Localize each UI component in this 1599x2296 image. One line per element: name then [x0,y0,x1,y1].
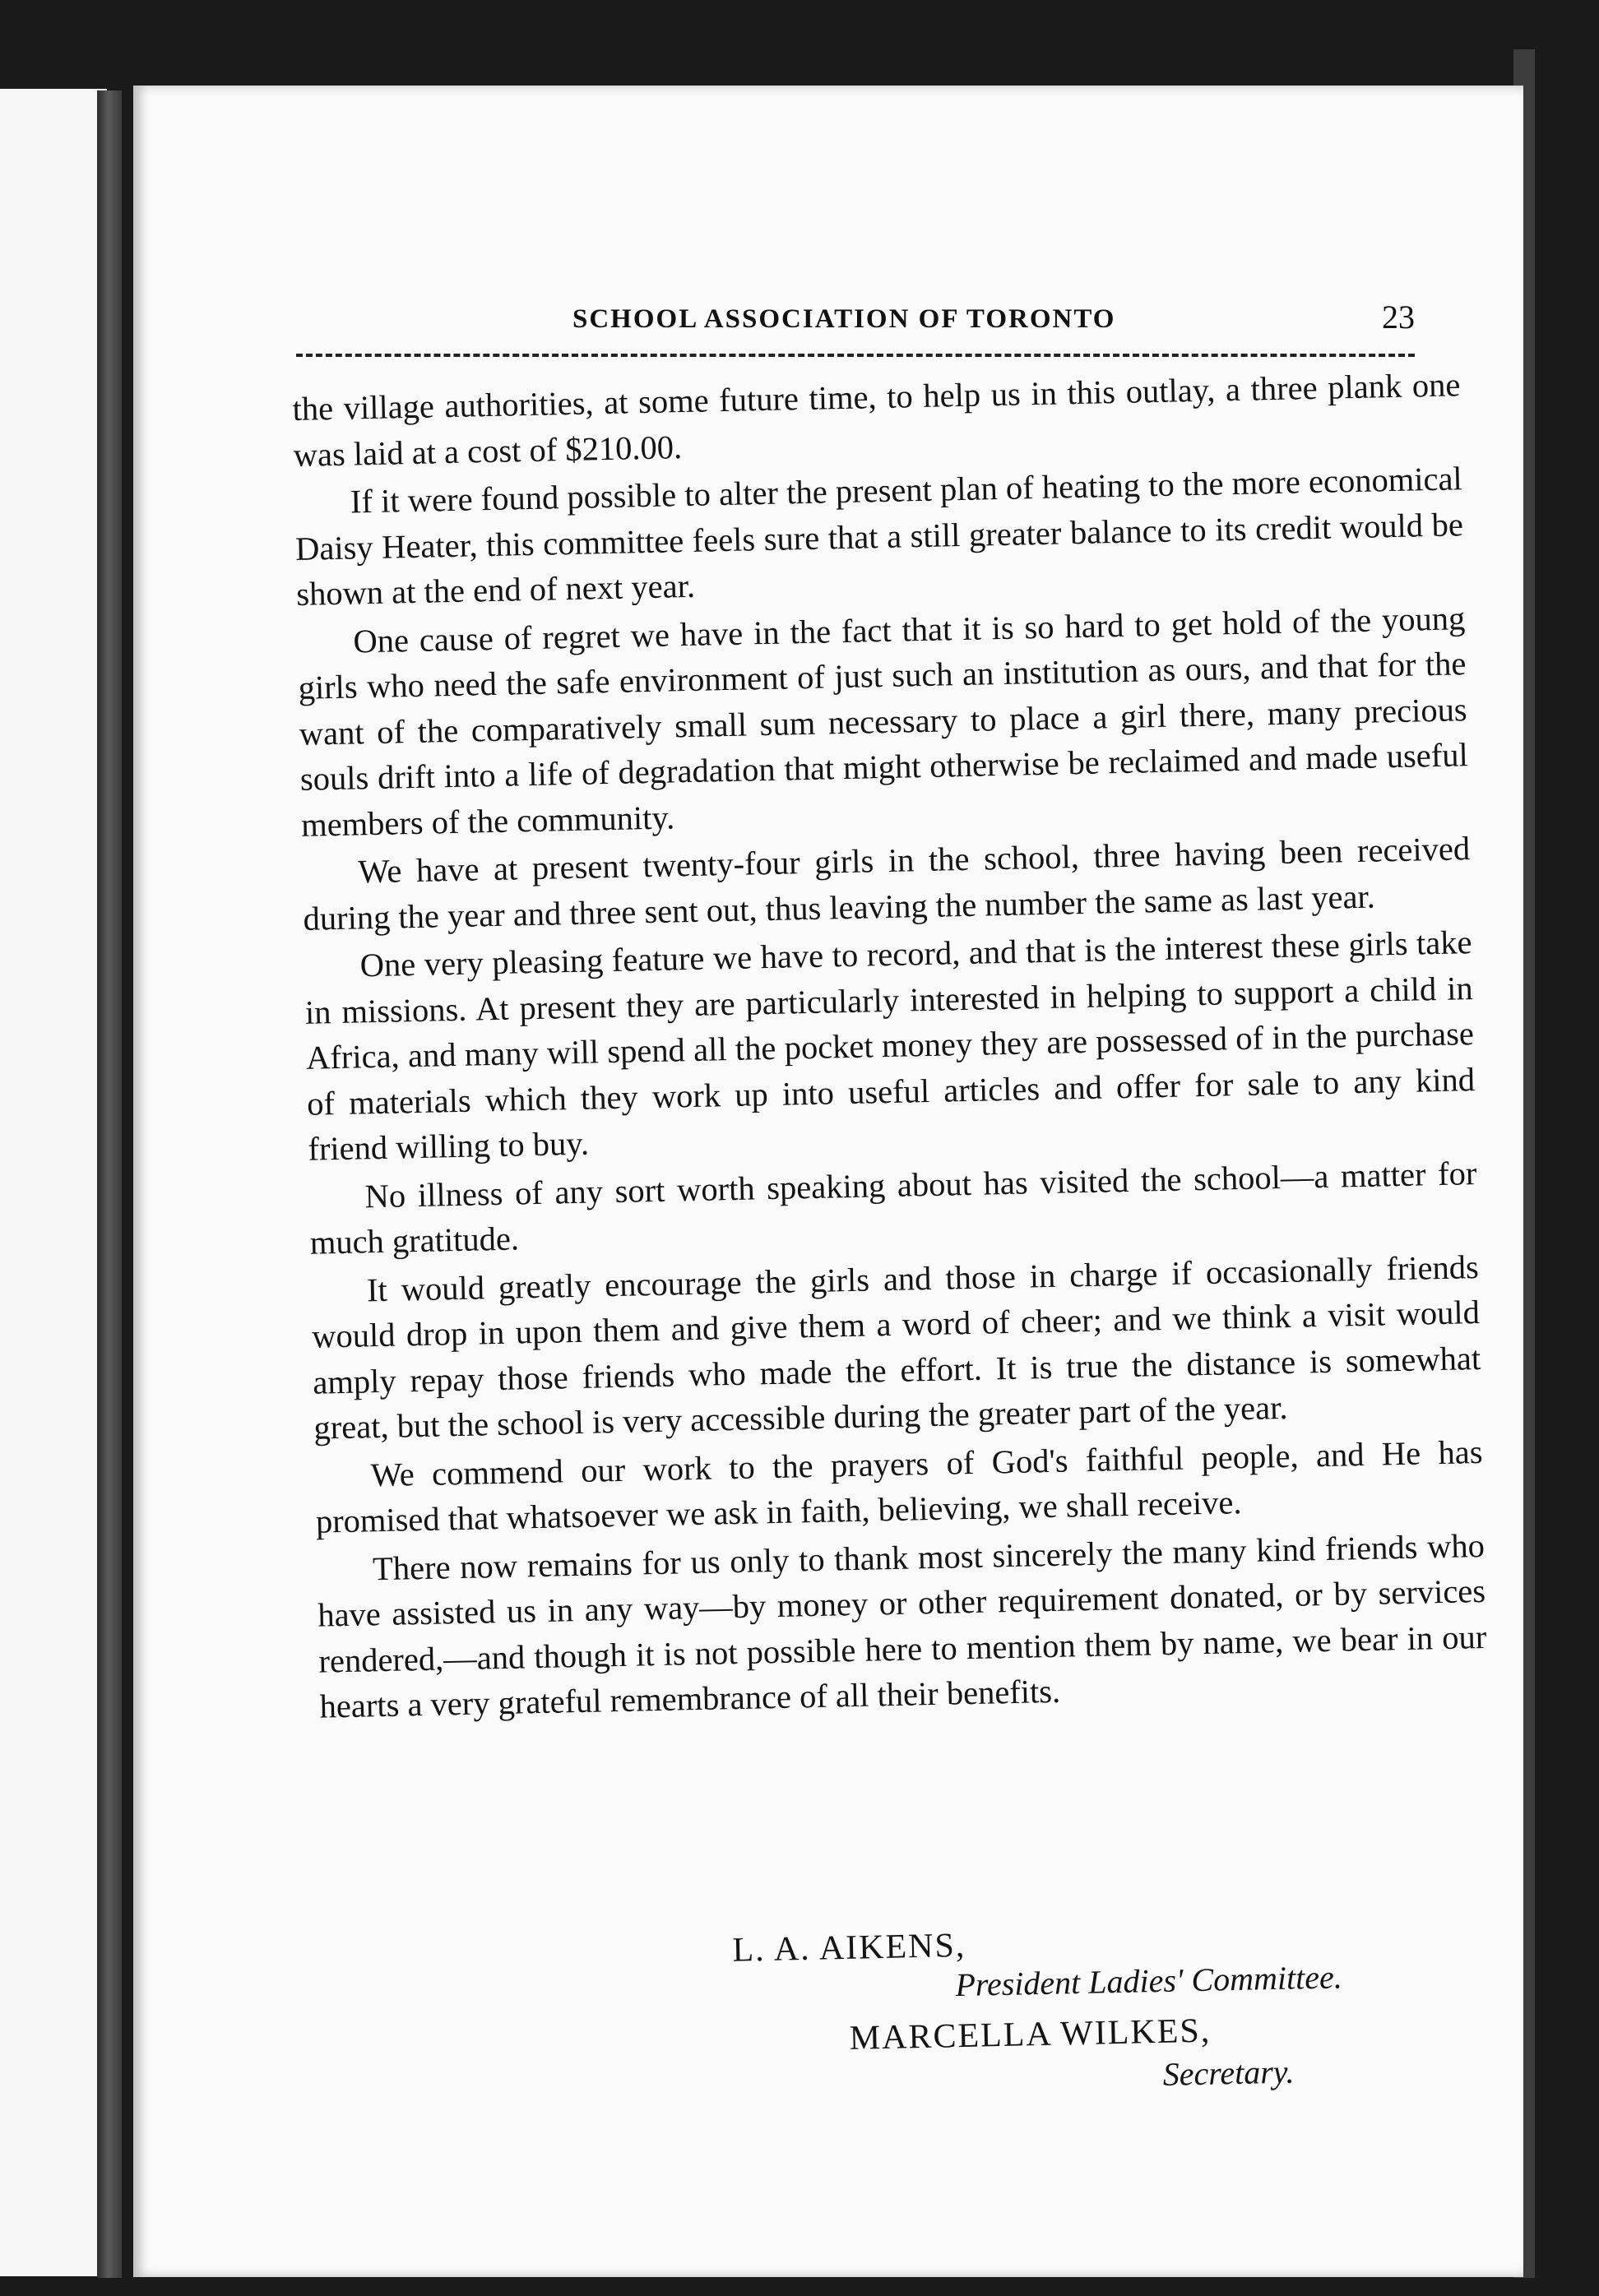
body-text [292,362,1488,1732]
paragraph: If it were found possible to alter the present plan of heating to the more economical Daisy Heater, this committee feels sure that a still greater balance to its credit would be shown at the end of next year. [294,460,1464,613]
signatory-title: Secretary. [1162,2053,1295,2093]
signatory-name: L. A. AIKENS, [732,1926,966,1970]
facing-page [0,89,107,2276]
paragraph: No illness of any sort worth speaking about has visited the school—a matter for much gratitude. [309,1154,1477,1261]
book-spine [97,90,122,2278]
paragraph: the village authorities, at some future time, to help us in this outlay, a three plank one was laid at a cost of $210.00. [292,366,1461,474]
paragraph: We commend our work to the prayers of God's faithful people, and He has promised that whatsoever we ask in faith, believing, we shall receive. [315,1433,1483,1540]
signatory-name: MARCELLA WILKES, [849,2011,1212,2058]
paragraph: We have at present twenty-four girls in the school, three having been received during the year and three sent out, thus leaving the number the same as last year. [303,830,1471,937]
signatory-title: President Ladies' Committee. [954,1958,1343,2004]
header-rule [296,354,1415,357]
page-header [296,298,1415,347]
paragraph: There now remains for us only to thank most sincerely the many kind friends who have assisted us in any way—by money or other requirement donated, or by services rendered,—and though it is not possible here to mention them by name, we bear in our hearts a very grateful remembrance of all their benefits. [317,1526,1487,1725]
running-head: SCHOOL ASSOCIATION OF TORONTO [572,304,1116,334]
paragraph: It would greatly encourage the girls and those in charge if occasionally friends would drop in upon them and give them a word of cheer; and we think a visit would amply repay those friends who made the effort. It is true the distance is somewhat great, but the school is very accessible during the greater part of the year. [311,1248,1481,1447]
paragraph: One very pleasing feature we have to record, and that is the interest these girls take in missions. At present they are particularly interested in helping to support a child in Africa, and many will spend all the pocket money they are possessed of in the purchase of materials which they work up into useful articles and offer for sale to any kind friend willing to buy. [304,923,1476,1168]
paragraph: One cause of regret we have in the fact that it is so hard to get hold of the young girls who need the safe environment of just such an institution as ours, and that for the want of the comparatively small sum necessary to place a girl there, many precious souls drift into a life of degradation that might otherwise be reclaimed and made useful members of the community. [298,599,1469,844]
page-number: 23 [1382,299,1415,336]
signature-block [724,1915,1484,2112]
